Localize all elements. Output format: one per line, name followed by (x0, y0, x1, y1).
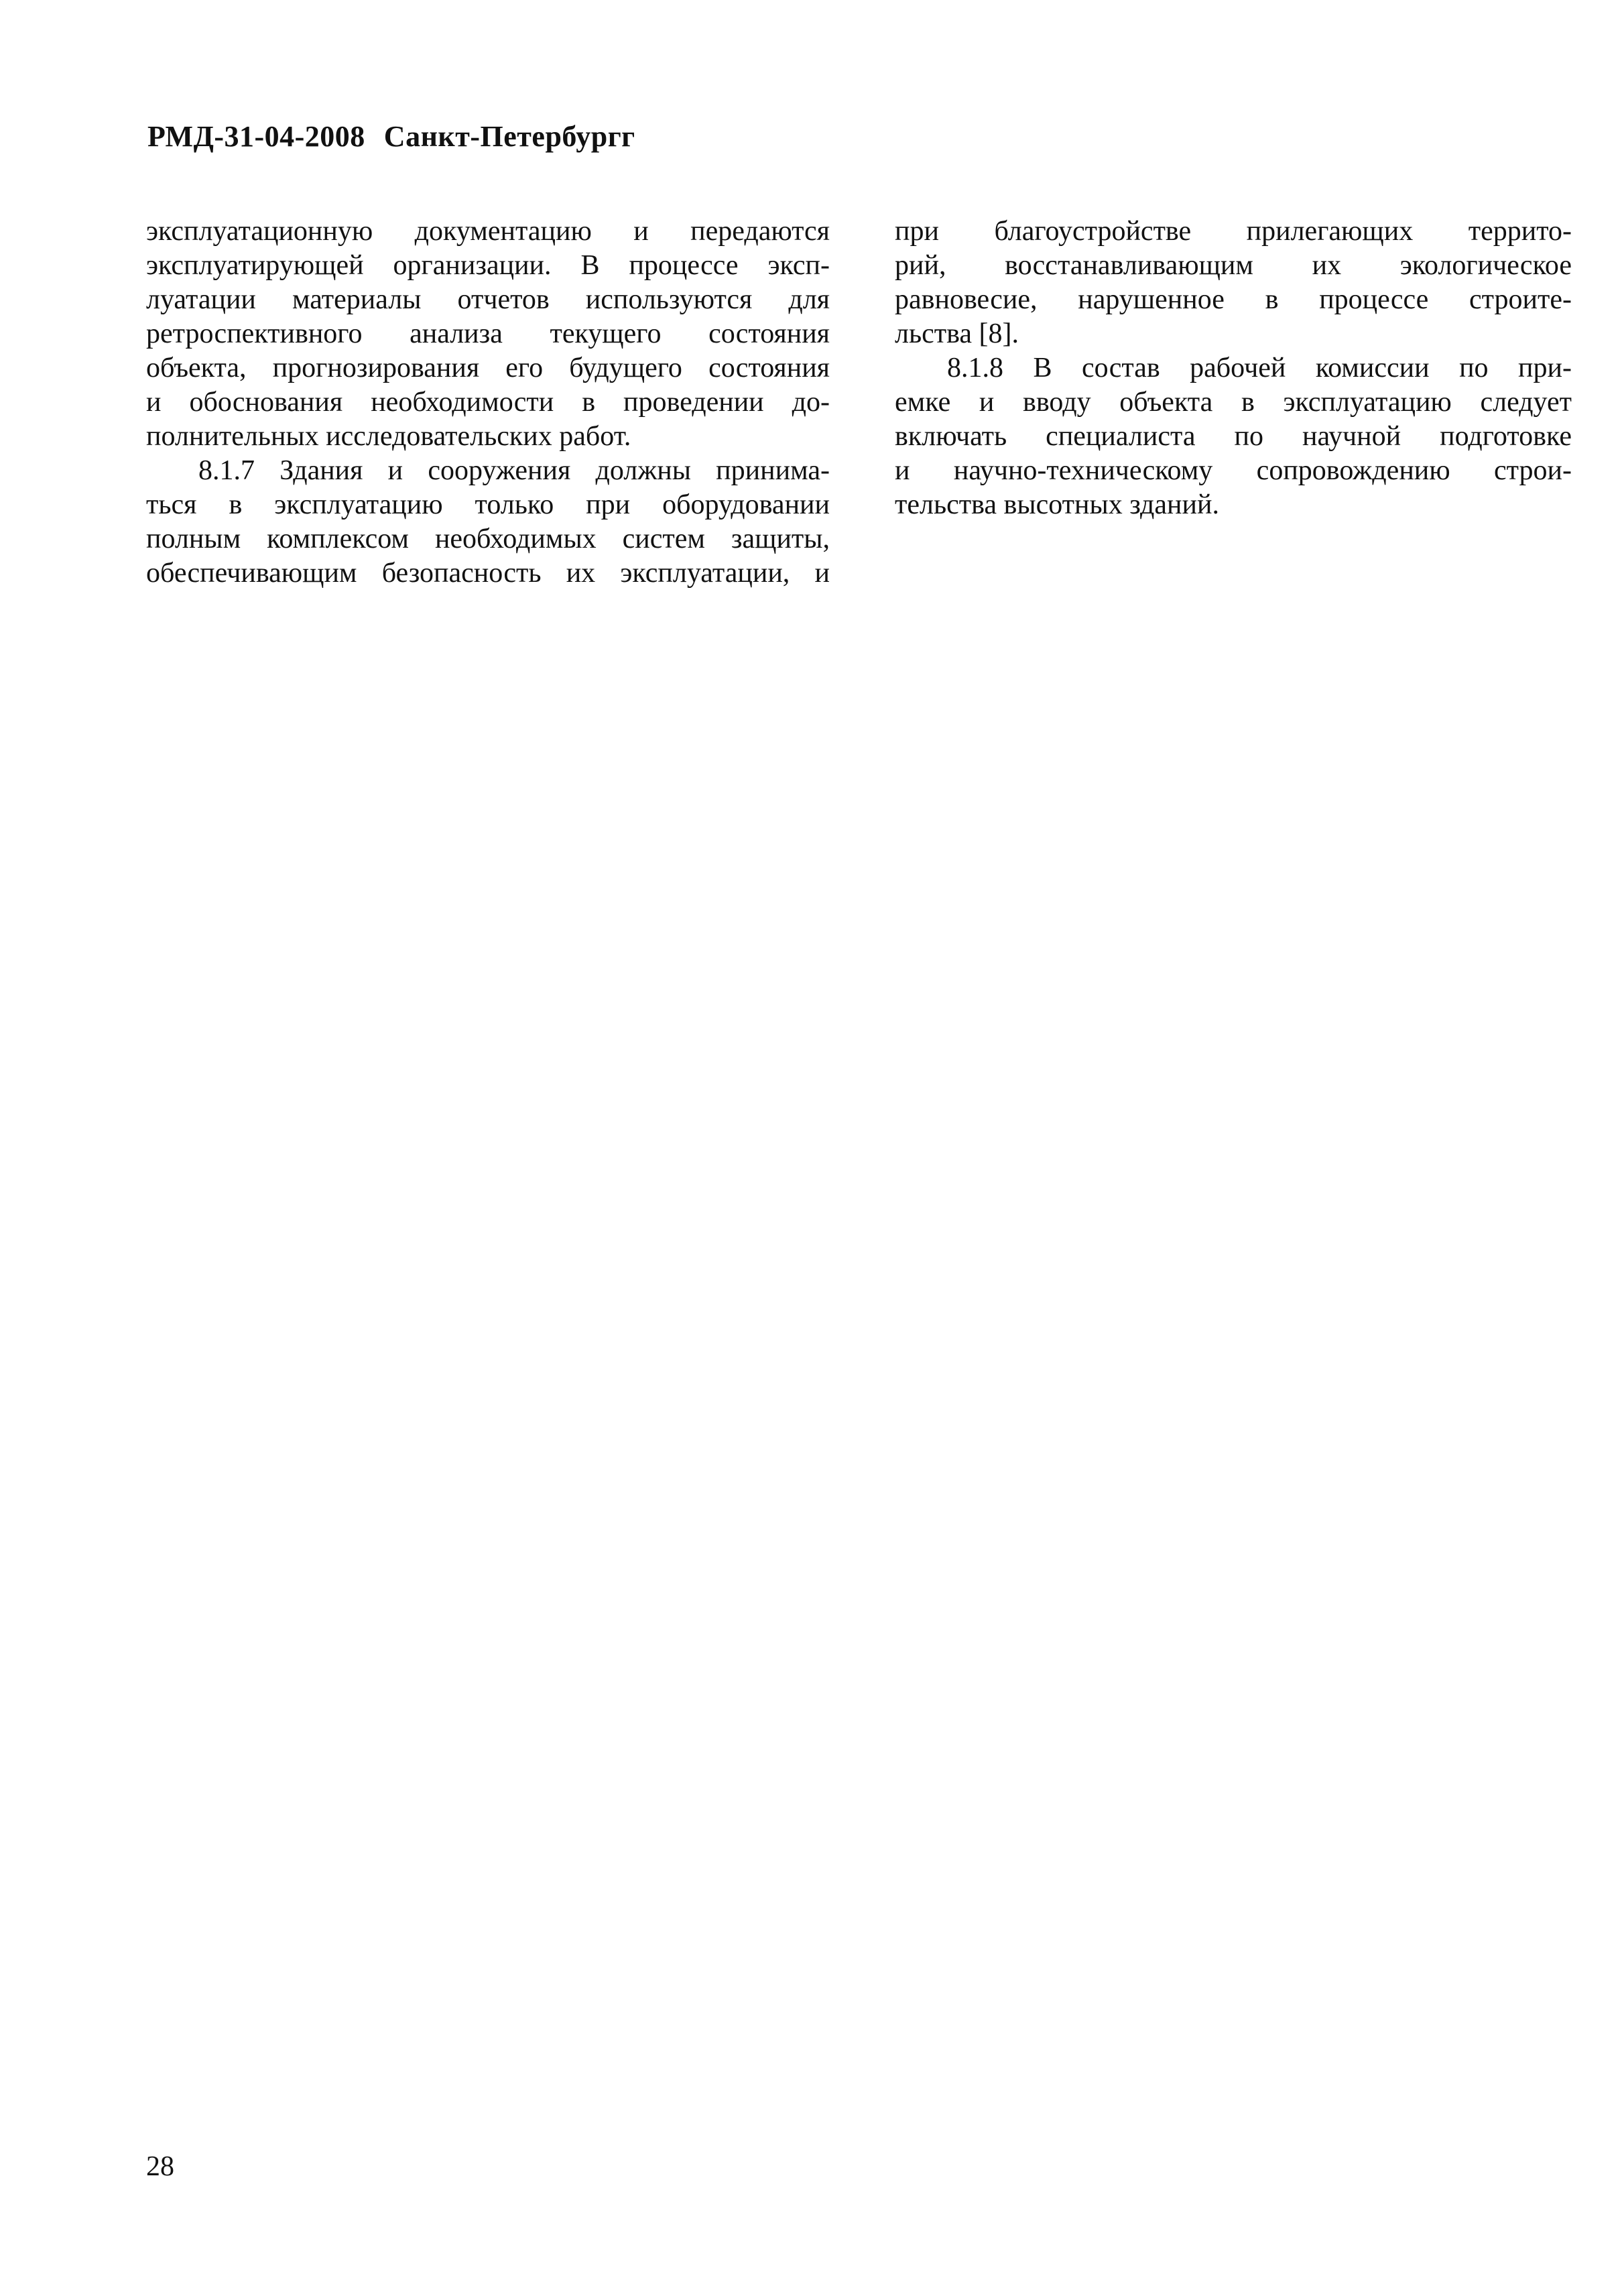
page-number: 28 (146, 2151, 174, 2182)
right-text-column (895, 215, 1572, 522)
text-line: обеспечивающим безопасность их эксплуатации, и (146, 558, 830, 589)
text-line: и обоснования необходимости в проведении до- (146, 387, 830, 418)
text-line: тельства высотных зданий. (895, 489, 1219, 520)
text-line: рий, восстанавливающим их экологическое (895, 250, 1572, 281)
text-line: полнительных исследовательских работ. (146, 421, 631, 452)
text-line: полным комплексом необходимых систем защиты, (146, 524, 830, 554)
text-line: включать специалиста по научной подготовке (895, 421, 1572, 452)
text-line: ться в эксплуатацию только при оборудовании (146, 489, 830, 520)
text-line: эксплуатационную документацию и передаются (146, 216, 830, 247)
running-header (147, 119, 635, 154)
paragraph-first-line: 8.1.7 Здания и сооружения должны принима- (198, 455, 830, 486)
text-line: равновесие, нарушенное в процессе строите- (895, 284, 1572, 315)
left-text-column (146, 215, 830, 591)
document-code: РМД-31-04-2008 (147, 120, 365, 153)
paragraph-first-line: 8.1.8 В состав рабочей комиссии по при- (947, 353, 1572, 383)
text-line: объекта, прогнозирования его будущего состояния (146, 353, 830, 383)
text-line: при благоустройстве прилегающих террито- (895, 216, 1572, 247)
text-line: луатации материалы отчетов используются для (146, 284, 830, 315)
text-line: эксплуатирующей организации. В процессе эксп- (146, 250, 830, 281)
text-line: емке и вводу объекта в эксплуатацию следует (895, 387, 1572, 418)
text-line: льства [8]. (895, 318, 1019, 349)
text-line: ретроспективного анализа текущего состояния (146, 318, 830, 349)
text-line: и научно-техническому сопровождению строи- (895, 455, 1572, 486)
header-city: Санкт-Петербургг (383, 120, 635, 153)
